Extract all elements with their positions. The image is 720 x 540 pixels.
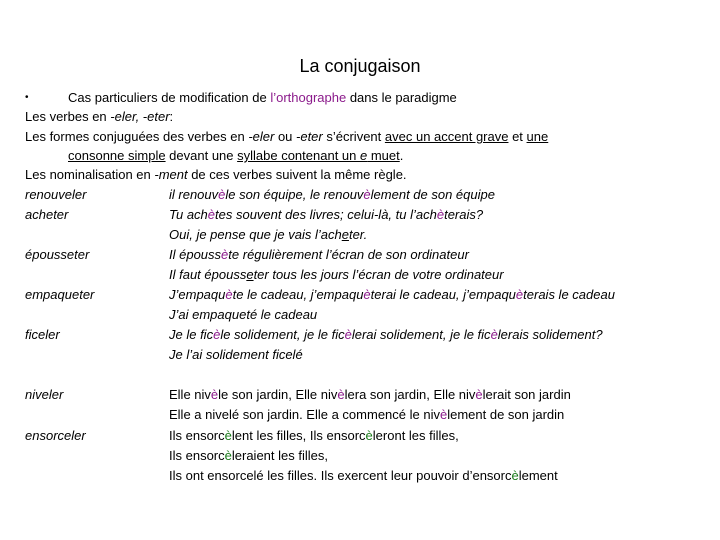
rule2-ment: -ment (154, 167, 188, 182)
bullet-icon: • (25, 92, 29, 103)
rule1-line1 (25, 127, 548, 146)
verb-empaqueter: empaqueter (25, 287, 95, 302)
heading-text-c: dans le paradigme (346, 90, 457, 105)
rule1-h: une (526, 129, 549, 144)
verb-ficeler: ficeler (25, 327, 60, 342)
verbs-line-c: : (169, 109, 174, 124)
example-line: Elle a nivelé son jardin. Elle a commencé le nivèlement de son jardin (169, 407, 565, 422)
rule1-j: devant une (165, 148, 238, 163)
rule1-muet: muet (367, 148, 400, 163)
rule1-n: . (399, 148, 404, 163)
rule1-c: ou (274, 129, 297, 144)
rule2-a: Les nominalisation en (25, 167, 155, 182)
example-line: Ils ensorcèlent les filles, Ils ensorcèleront les filles, (169, 428, 459, 443)
rule1-consonne-simple: consonne simple (68, 148, 166, 163)
example-line: Il faut épousseter tous les jours l’écran de votre ordinateur (169, 267, 504, 282)
heading-text-orthographe: l’orthographe (270, 90, 347, 105)
example-line: Il époussète régulièrement l’écran de son ordinateur (169, 247, 469, 262)
verb-renouveler: renouveler (25, 187, 87, 202)
verb-ensorceler: ensorceler (25, 428, 86, 443)
verbs-line (25, 107, 173, 126)
example-line: Oui, je pense que je vais l’acheter. (169, 227, 368, 242)
verb-acheter: acheter (25, 207, 69, 222)
rule1-a: Les formes conjuguées des verbes en (25, 129, 249, 144)
rule2-c: de ces verbes suivent la même règle. (187, 167, 407, 182)
example-line: Je le ficèle solidement, je le ficèlerai solidement, je le ficèlerais solidement? (169, 327, 603, 342)
example-line: J’empaquète le cadeau, j’empaquèterai le cadeau, j’empaquèterais le cadeau (169, 287, 615, 302)
example-line: Ils ont ensorcelé les filles. Ils exercent leur pouvoir d’ensorcèlement (169, 468, 558, 483)
verb-niveler: niveler (25, 387, 64, 402)
rule1-d: -eter (296, 129, 323, 144)
rule1-b: -eler (248, 129, 275, 144)
example-line: il renouvèle son équipe, le renouvèlement de son équipe (169, 187, 495, 202)
rule1-e: s’écrivent (322, 129, 385, 144)
slide-title: La conjugaison (299, 56, 421, 76)
heading-text-a: Cas particuliers de modification de (68, 90, 271, 105)
example-line: Je l’ai solidement ficelé (169, 347, 303, 362)
rule1-e: e (360, 148, 368, 163)
rule1-g: et (508, 129, 527, 144)
rule1-syllabe: syllabe contenant un (237, 148, 360, 163)
verbs-line-a: Les verbes en (25, 109, 111, 124)
verb-epousseter: épousseter (25, 247, 90, 262)
example-line: Tu achètes souvent des livres; celui-là, tu l’achèterais? (169, 207, 484, 222)
example-line: Ils ensorcèleraient les filles, (169, 448, 328, 463)
heading-line (68, 88, 457, 107)
example-line: J’ai empaqueté le cadeau (169, 307, 318, 322)
example-line: Elle nivèle son jardin, Elle nivèlera son jardin, Elle nivèlerait son jardin (169, 387, 571, 402)
rule2-line (25, 165, 407, 184)
rule1-line2 (68, 146, 403, 165)
rule1-accent-grave: avec un accent grave (384, 129, 509, 144)
verbs-line-suffixes: -eler, -eter (110, 109, 170, 124)
